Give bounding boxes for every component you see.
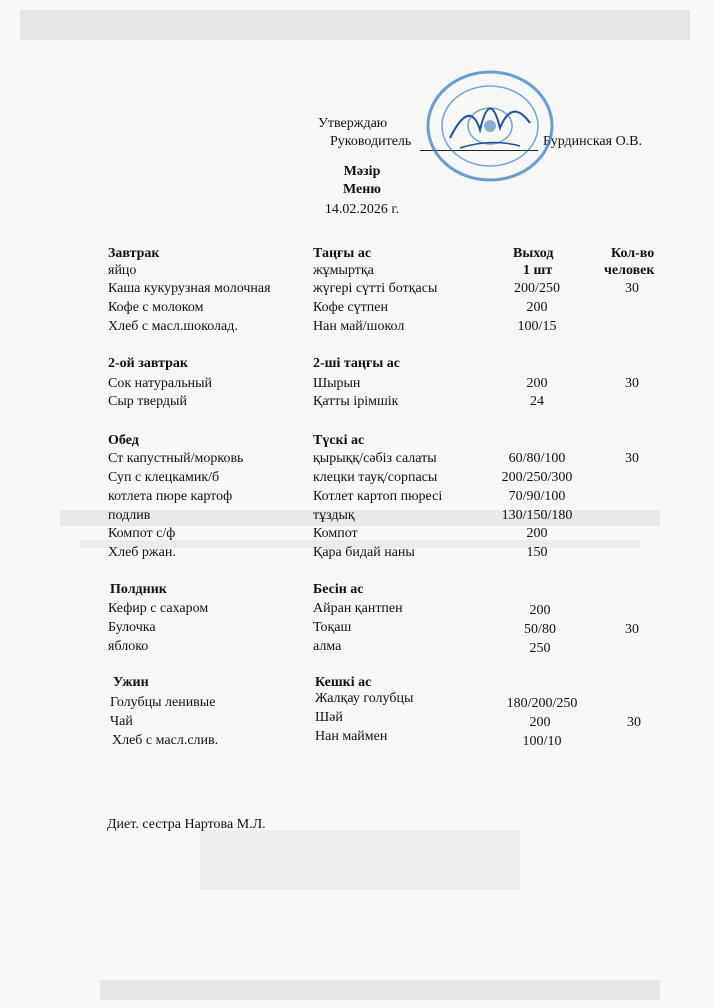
item-kz: Қатты ірімшік (313, 394, 399, 409)
section-breakfast-kz: Таңғы ас (313, 246, 372, 261)
item-ru: Компот с/ф (108, 526, 176, 541)
item-output: 24 (530, 394, 544, 409)
item-kz: Тоқаш (313, 620, 352, 635)
official-stamp (420, 68, 562, 186)
item-kz: Жалқау голубцы (315, 691, 414, 706)
col-output-unit: 1 шт (523, 263, 553, 278)
item-ru: Ст капустный/морковь (108, 451, 244, 466)
item-output: 60/80/100 (508, 451, 566, 466)
approver-name: Бурдинская О.В. (543, 134, 643, 149)
item-output: 70/90/100 (508, 489, 566, 504)
item-ru: Суп с клецкамик/б (108, 470, 220, 485)
item-ru: Булочка (108, 620, 156, 635)
approval-role: Руководитель (330, 134, 412, 149)
item-kz: қырыққ/сәбіз салаты (313, 451, 437, 466)
col-output-header: Выход (513, 246, 554, 261)
section-breakfast-ru: Завтрак (108, 246, 160, 261)
title-russian: Меню (342, 182, 382, 197)
item-output: 130/150/180 (501, 508, 573, 523)
item-output: 250 (529, 641, 551, 656)
title-kazakh: Мәзір (343, 164, 381, 179)
section-dinner-ru: Ужин (113, 675, 149, 690)
item-output: 180/200/250 (506, 696, 578, 711)
people-count: 30 (625, 622, 639, 637)
item-output: 100/10 (522, 734, 562, 749)
item-output: 150 (526, 545, 548, 560)
item-ru: Хлеб с масл.слив. (112, 733, 219, 748)
item-output: 200/250/300 (501, 470, 573, 485)
item-kz: Кофе сүтпен (313, 300, 388, 315)
people-count: 30 (627, 715, 641, 730)
item-output: 200 (529, 603, 551, 618)
item-output: 50/80 (524, 622, 556, 637)
item-ru: Голубцы ленивые (110, 695, 216, 710)
item-kz: Қара бидай наны (313, 545, 415, 560)
item-ru: подлив (108, 508, 151, 523)
diet-nurse-signature: Диет. сестра Нартова М.Л. (107, 817, 266, 832)
item-kz: Шырын (313, 376, 361, 391)
item-kz: клецки тауқ/сорпасы (313, 470, 438, 485)
section-second-breakfast-kz: 2-ші таңғы ас (313, 356, 400, 371)
item-output: 200 (529, 715, 551, 730)
item-ru: Сок натуральный (108, 376, 213, 391)
col-count-header-2: человек (604, 263, 655, 278)
item-ru: Хлеб ржан. (108, 545, 176, 560)
item-ru: яйцо (108, 263, 137, 278)
item-ru: Чай (110, 714, 133, 729)
item-ru: яблоко (108, 639, 149, 654)
item-kz: алма (313, 639, 342, 654)
item-kz: жүгері сүтті ботқасы (313, 281, 438, 296)
item-kz: Котлет картоп пюресі (313, 489, 443, 504)
section-snack-kz: Бесін ас (313, 582, 364, 597)
item-kz: Нан маймен (315, 729, 388, 744)
people-count: 30 (625, 376, 639, 391)
item-output: 200 (526, 526, 548, 541)
people-count: 30 (625, 451, 639, 466)
item-kz: Компот (313, 526, 358, 541)
item-ru: котлета пюре картоф (108, 489, 233, 504)
item-ru: Каша кукурузная молочная (108, 281, 271, 296)
menu-date: 14.02.2026 г. (324, 202, 400, 217)
item-output: 100/15 (517, 319, 557, 334)
item-kz: жұмыртқа (313, 263, 374, 278)
people-count: 30 (625, 281, 639, 296)
item-output: 200 (526, 300, 548, 315)
item-kz: тұздық (313, 508, 355, 523)
col-count-header-1: Кол-во (611, 246, 655, 261)
item-output: 200/250 (514, 281, 560, 296)
item-ru: Сыр твердый (108, 394, 187, 409)
section-snack-ru: Полдник (110, 582, 167, 597)
section-lunch-ru: Обед (108, 433, 139, 448)
item-ru: Кофе с молоком (108, 300, 204, 315)
item-kz: Шәй (315, 710, 343, 725)
item-kz: Айран қантпен (313, 601, 403, 616)
approval-label: Утверждаю (318, 116, 388, 131)
section-dinner-kz: Кешкі ас (315, 675, 372, 690)
item-kz: Нан май/шокол (313, 319, 405, 334)
section-lunch-kz: Түскі ас (313, 433, 365, 448)
section-second-breakfast-ru: 2-ой завтрак (108, 356, 188, 371)
item-ru: Хлеб с масл.шоколад. (108, 319, 238, 334)
item-output: 200 (526, 376, 548, 391)
item-ru: Кефир с сахаром (108, 601, 209, 616)
